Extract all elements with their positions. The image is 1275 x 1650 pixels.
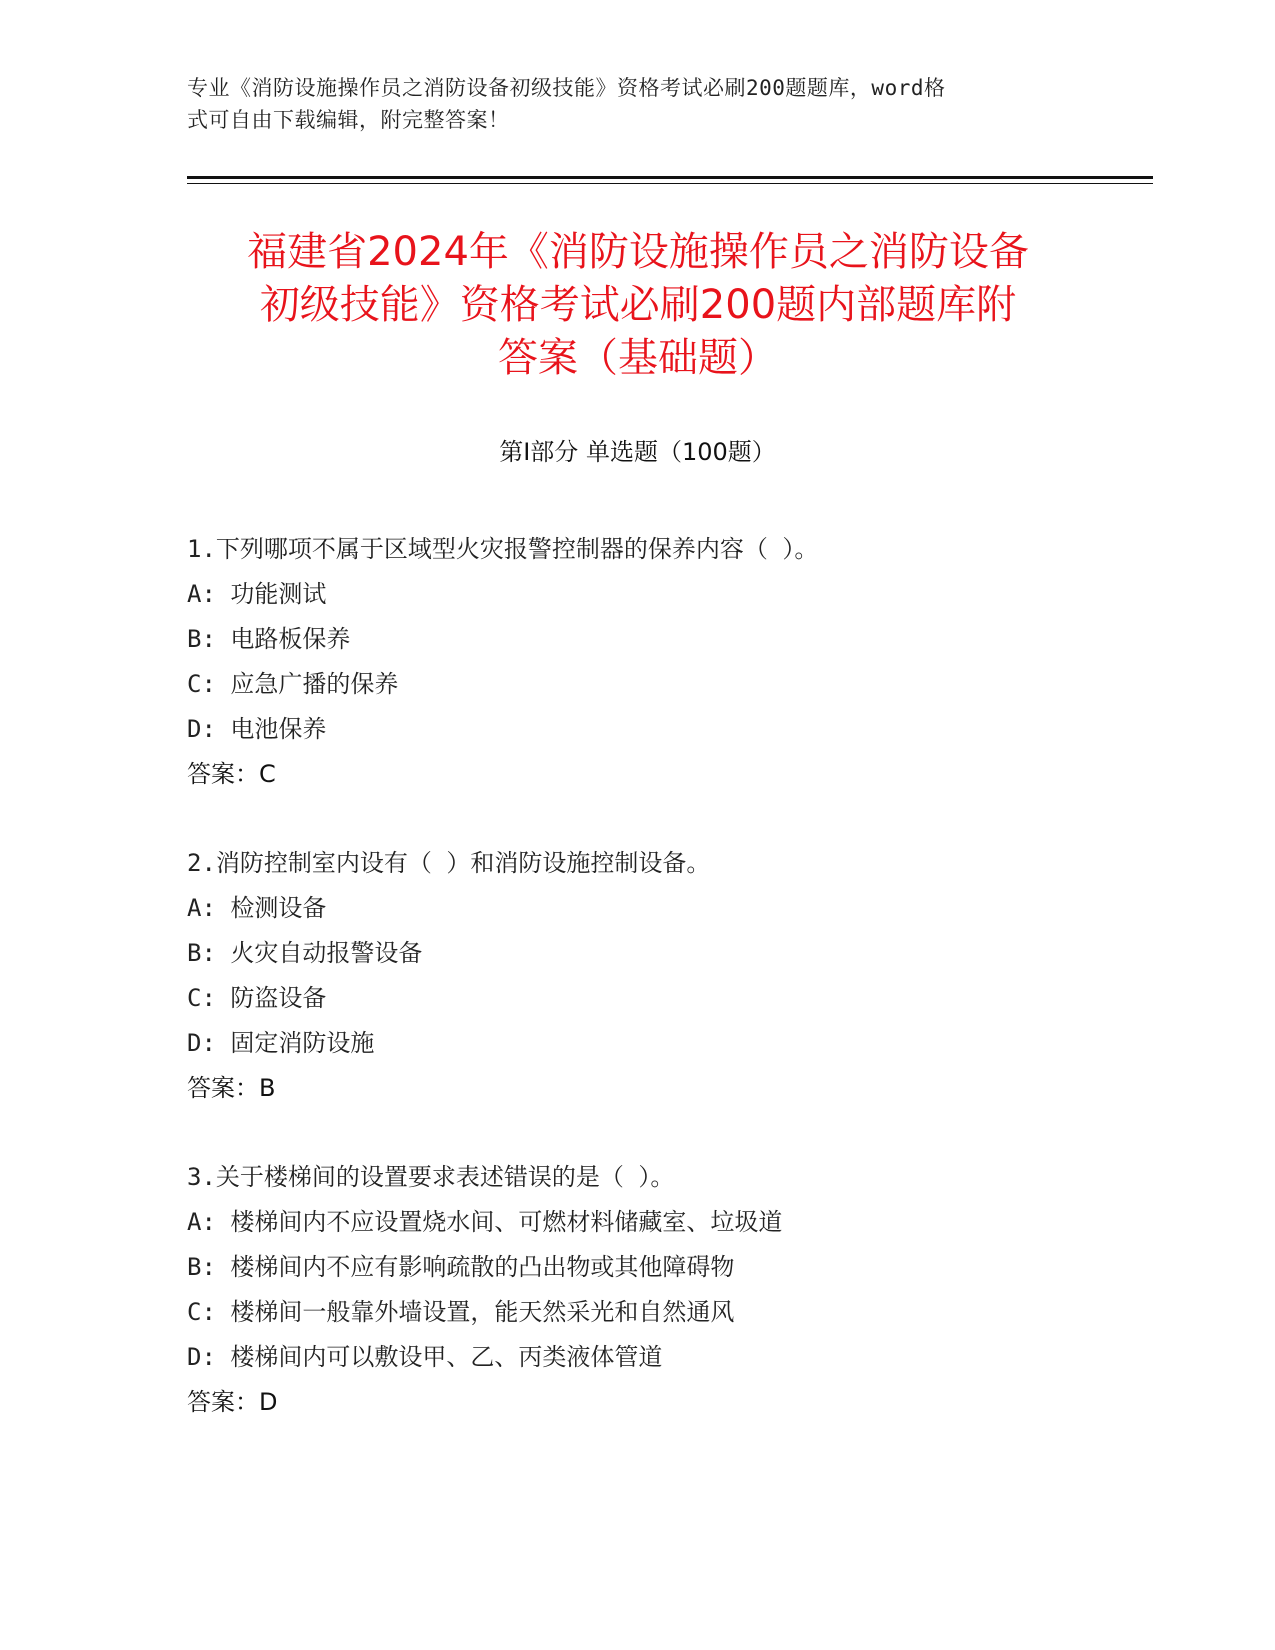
document-title-line-1: 福建省2024年《消防设施操作员之消防设备 [247, 229, 1029, 275]
option-c: C: 楼梯间一般靠外墙设置，能天然采光和自然通风 [187, 1298, 735, 1326]
option-d: D: 电池保养 [187, 715, 327, 743]
option-c: C: 应急广播的保养 [187, 670, 399, 698]
header-note [187, 72, 1067, 136]
option-a: A: 楼梯间内不应设置烧水间、可燃材料储藏室、垃圾道 [187, 1208, 783, 1236]
question-2 [187, 841, 1147, 1111]
answer-text: 答案：B [187, 1074, 276, 1102]
question-1 [187, 527, 1147, 797]
question-stem: 1.下列哪项不属于区域型火灾报警控制器的保养内容（ ）。 [187, 535, 819, 563]
option-c: C: 防盗设备 [187, 984, 327, 1012]
question-stem: 3.关于楼梯间的设置要求表述错误的是（ ）。 [187, 1163, 675, 1191]
question-3 [187, 1155, 1147, 1425]
option-b: B: 楼梯间内不应有影响疏散的凸出物或其他障碍物 [187, 1253, 735, 1281]
option-d: D: 楼梯间内可以敷设甲、乙、丙类液体管道 [187, 1343, 663, 1371]
header-note-line-1: 专业《消防设施操作员之消防设备初级技能》资格考试必刷200题题库，word格 [187, 76, 946, 100]
document-title-line-3: 答案（基础题） [498, 335, 778, 381]
answer-text: 答案：C [187, 760, 276, 788]
header-divider-thick [187, 176, 1153, 179]
section-heading: 第Ⅰ部分 单选题（100题） [499, 438, 776, 466]
option-b: B: 火灾自动报警设备 [187, 939, 423, 967]
header-note-line-2: 式可自由下载编辑，附完整答案！ [187, 108, 510, 132]
answer-text: 答案：D [187, 1388, 278, 1416]
question-list [187, 527, 1147, 1469]
option-b: B: 电路板保养 [187, 625, 351, 653]
question-stem: 2.消防控制室内设有（ ）和消防设施控制设备。 [187, 849, 711, 877]
header-divider-thin [187, 183, 1153, 184]
document-title [150, 226, 1126, 385]
option-a: A: 功能测试 [187, 580, 327, 608]
option-d: D: 固定消防设施 [187, 1029, 375, 1057]
document-title-line-2: 初级技能》资格考试必刷200题内部题库附 [259, 282, 1017, 328]
option-a: A: 检测设备 [187, 894, 327, 922]
